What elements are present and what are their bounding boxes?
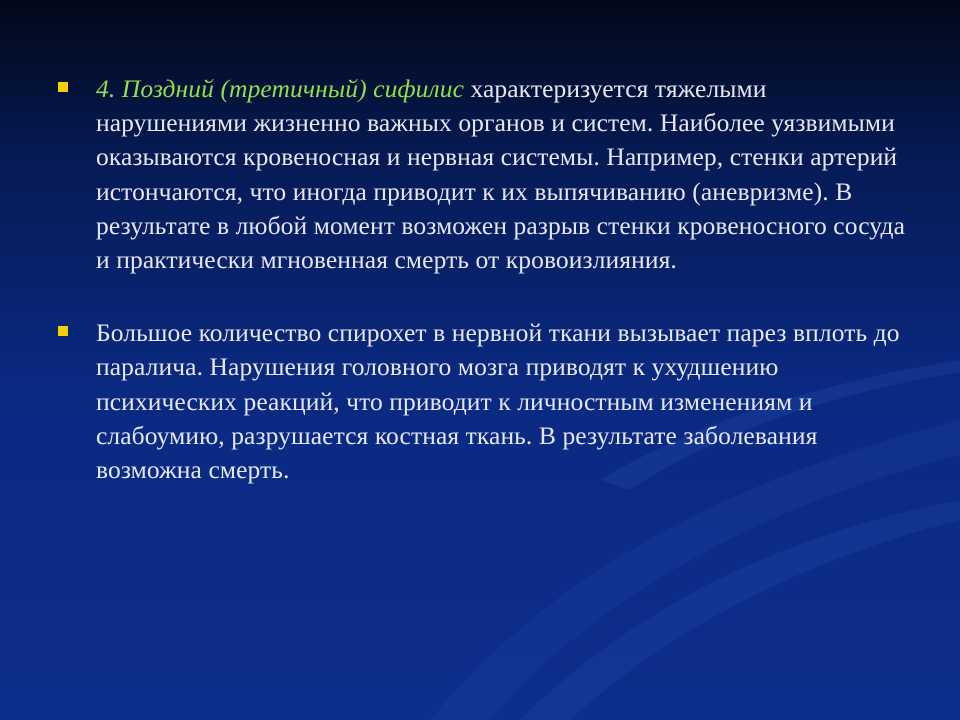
square-bullet-icon	[58, 82, 68, 92]
bullet-item-late-syphilis	[58, 72, 908, 277]
bullet-emphasis: 4. Поздний (третичный) сифилис	[96, 74, 464, 103]
bullet-text: Большое количество спирохет в нервной ткани вызывает парез вплоть до паралича. Нарушения головного мозга приводят к ухудшению психических реакций, что приводит к личностным изменениям и слабоумию, разрушается костная ткань. В результате заболевания возможна смерть.	[96, 318, 900, 485]
square-bullet-icon	[58, 326, 68, 336]
bullet-text: характеризуется тяжелыми нарушениями жизненно важных органов и систем. Наиболее уязвимыми оказываются кровеносная и нервная системы. Например, стенки артерий истончаются, что иногда приводит к их выпячиванию (аневризме). В результате в любой момент возможен разрыв стенки кровеносного сосуда и практически мгновенная смерть от кровоизлияния.	[96, 74, 906, 275]
bullet-list	[58, 72, 908, 487]
bullet-item-nervous-system	[58, 316, 908, 487]
